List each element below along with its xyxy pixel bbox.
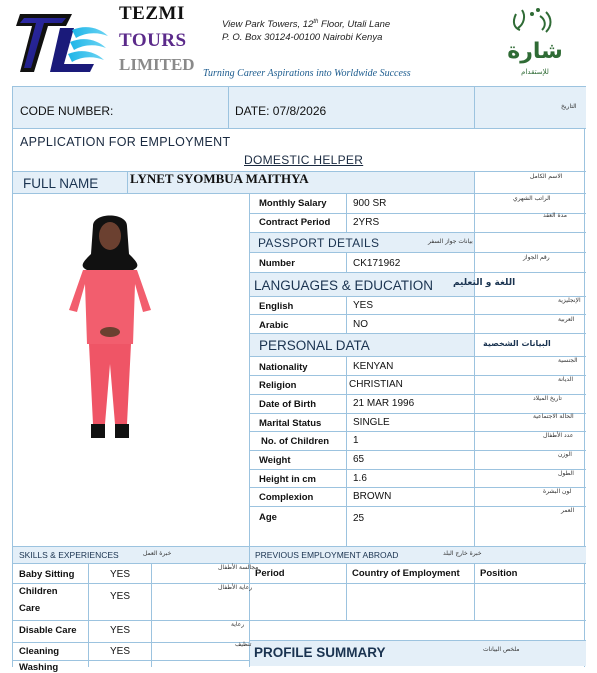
marital-status-arabic-label: الحالة الاجتماعية — [533, 413, 574, 420]
age-label: Age — [259, 512, 277, 523]
period-column-header: Period — [255, 568, 285, 579]
application-title: APPLICATION FOR EMPLOYMENT — [20, 135, 231, 149]
english-value: YES — [353, 300, 374, 311]
date-arabic-label: التاريخ — [561, 103, 577, 110]
profile-summary-arabic-label: ملخص البيانات — [483, 646, 520, 653]
children-count-arabic-label: عدد الأطفال — [543, 432, 574, 439]
passport-details-arabic-label: بيانات جواز السفر — [428, 238, 473, 245]
date-of-birth-arabic-label: تاريخ الميلاد — [533, 395, 562, 402]
seal-arabic-subtext: للإستقدام — [521, 68, 549, 76]
english-label: English — [259, 301, 294, 312]
nationality-arabic-label: الجنسية — [558, 357, 578, 364]
letterhead — [0, 0, 597, 86]
previous-employment-arabic-label: خبرة خارج البلد — [443, 550, 482, 557]
passport-number-label: Number — [259, 258, 295, 269]
religion-arabic-label: الديانة — [558, 376, 574, 383]
children-care-label-line-2: Care — [19, 603, 41, 614]
monthly-salary-label: Monthly Salary — [259, 198, 327, 209]
position-column-header: Position — [480, 568, 518, 579]
religion-value: CHRISTIAN — [349, 379, 403, 390]
weight-arabic-label: الوزن — [558, 451, 572, 458]
languages-education-heading: LANGUAGES & EDUCATION — [254, 278, 434, 293]
date-of-birth-value: 21 MAR 1996 — [353, 398, 415, 409]
nationality-label: Nationality — [259, 362, 308, 373]
cleaning-value: YES — [110, 646, 131, 657]
address-line-2: P. O. Box 30124-00100 Nairobi Kenya — [222, 32, 383, 44]
contract-period-value: 2YRS — [353, 217, 380, 228]
baby-sitting-value: YES — [110, 569, 131, 580]
languages-education-arabic-label: اللغة و التعليم — [453, 278, 516, 288]
contract-period-label: Contract Period — [259, 217, 331, 228]
personal-data-arabic-label: البيانات الشخصية — [483, 339, 551, 348]
english-arabic-label: الإنجليزية — [558, 297, 581, 304]
baby-sitting-arabic-label: مجالسة الأطفال — [218, 564, 259, 571]
date-label: DATE: 07/8/2026 — [235, 104, 327, 118]
country-column-header: Country of Employment — [352, 568, 460, 579]
application-form — [12, 86, 585, 673]
skills-experiences-arabic-label: خبرة العمل — [143, 550, 172, 557]
tl-logo-icon — [14, 10, 112, 76]
children-count-label: No. of Children — [261, 436, 330, 447]
height-label: Height in cm — [259, 474, 317, 485]
position-applied: DOMESTIC HELPER — [244, 153, 364, 167]
children-care-arabic-label: رعاية الأطفال — [218, 584, 253, 591]
previous-employment-heading: PREVIOUS EMPLOYMENT ABROAD — [255, 550, 399, 560]
children-care-label-line-1: Children — [19, 586, 58, 597]
skills-experiences-heading: SKILLS & EXPERIENCES — [19, 550, 119, 560]
weight-value: 65 — [353, 454, 365, 465]
passport-number-value: CK171962 — [353, 258, 401, 269]
baby-sitting-label: Baby Sitting — [19, 569, 75, 580]
arabic-seal-logo-icon — [502, 4, 568, 80]
complexion-value: BROWN — [353, 491, 392, 502]
cleaning-arabic-label: تنظيف — [235, 641, 252, 648]
age-value: 25 — [353, 513, 365, 524]
company-brand — [119, 4, 195, 73]
contract-period-arabic-label: مدة العقد — [543, 212, 567, 219]
full-name-arabic-label: الاسم الكامل — [530, 173, 563, 180]
company-address — [222, 16, 390, 44]
cleaning-label: Cleaning — [19, 646, 60, 657]
disable-care-label: Disable Care — [19, 625, 77, 636]
weight-label: Weight — [259, 455, 291, 466]
profile-summary-heading: PROFILE SUMMARY — [254, 645, 386, 660]
arabic-language-label: Arabic — [259, 320, 289, 331]
disable-care-value: YES — [110, 625, 131, 636]
full-name-value: LYNET SYOMBUA MAITHYA — [130, 171, 309, 186]
washing-label: Washing — [19, 662, 59, 673]
passport-details-heading: PASSPORT DETAILS — [258, 236, 380, 250]
monthly-salary-value: 900 SR — [353, 198, 387, 209]
complexion-label: Complexion — [259, 492, 314, 503]
full-name-label: FULL NAME — [23, 176, 99, 191]
height-arabic-label: الطول — [558, 470, 574, 477]
arabic-language-value: NO — [353, 319, 368, 330]
children-count-value: 1 — [353, 435, 359, 446]
personal-data-heading: PERSONAL DATA — [259, 338, 370, 353]
brand-line-2: TOURS — [119, 30, 187, 51]
brand-line-3: LIMITED — [119, 55, 195, 74]
company-tagline: Turning Career Aspirations into Worldwide Success — [203, 68, 411, 79]
height-value: 1.6 — [353, 473, 367, 484]
arabic-language-arabic-label: العربية — [558, 316, 575, 323]
complexion-arabic-label: لون البشرة — [543, 488, 572, 495]
disable-care-arabic-label: رعاية — [231, 621, 245, 628]
children-care-value: YES — [110, 591, 131, 602]
date-of-birth-label: Date of Birth — [259, 399, 316, 410]
monthly-salary-arabic-label: الراتب الشهري — [513, 195, 551, 202]
marital-status-value: SINGLE — [353, 417, 390, 428]
passport-number-arabic-label: رقم الجواز — [523, 254, 550, 261]
nationality-value: KENYAN — [353, 361, 394, 372]
seal-arabic-text: شارة — [507, 39, 563, 64]
code-number-label: CODE NUMBER: — [20, 104, 114, 118]
brand-line-1: TEZMI — [119, 3, 185, 24]
religion-label: Religion — [259, 380, 297, 391]
address-line-1: View Park Towers, 12th Floor, Utali Lane — [222, 19, 391, 31]
applicant-photo — [63, 214, 163, 448]
age-arabic-label: العمر — [561, 507, 575, 514]
marital-status-label: Marital Status — [259, 418, 322, 429]
